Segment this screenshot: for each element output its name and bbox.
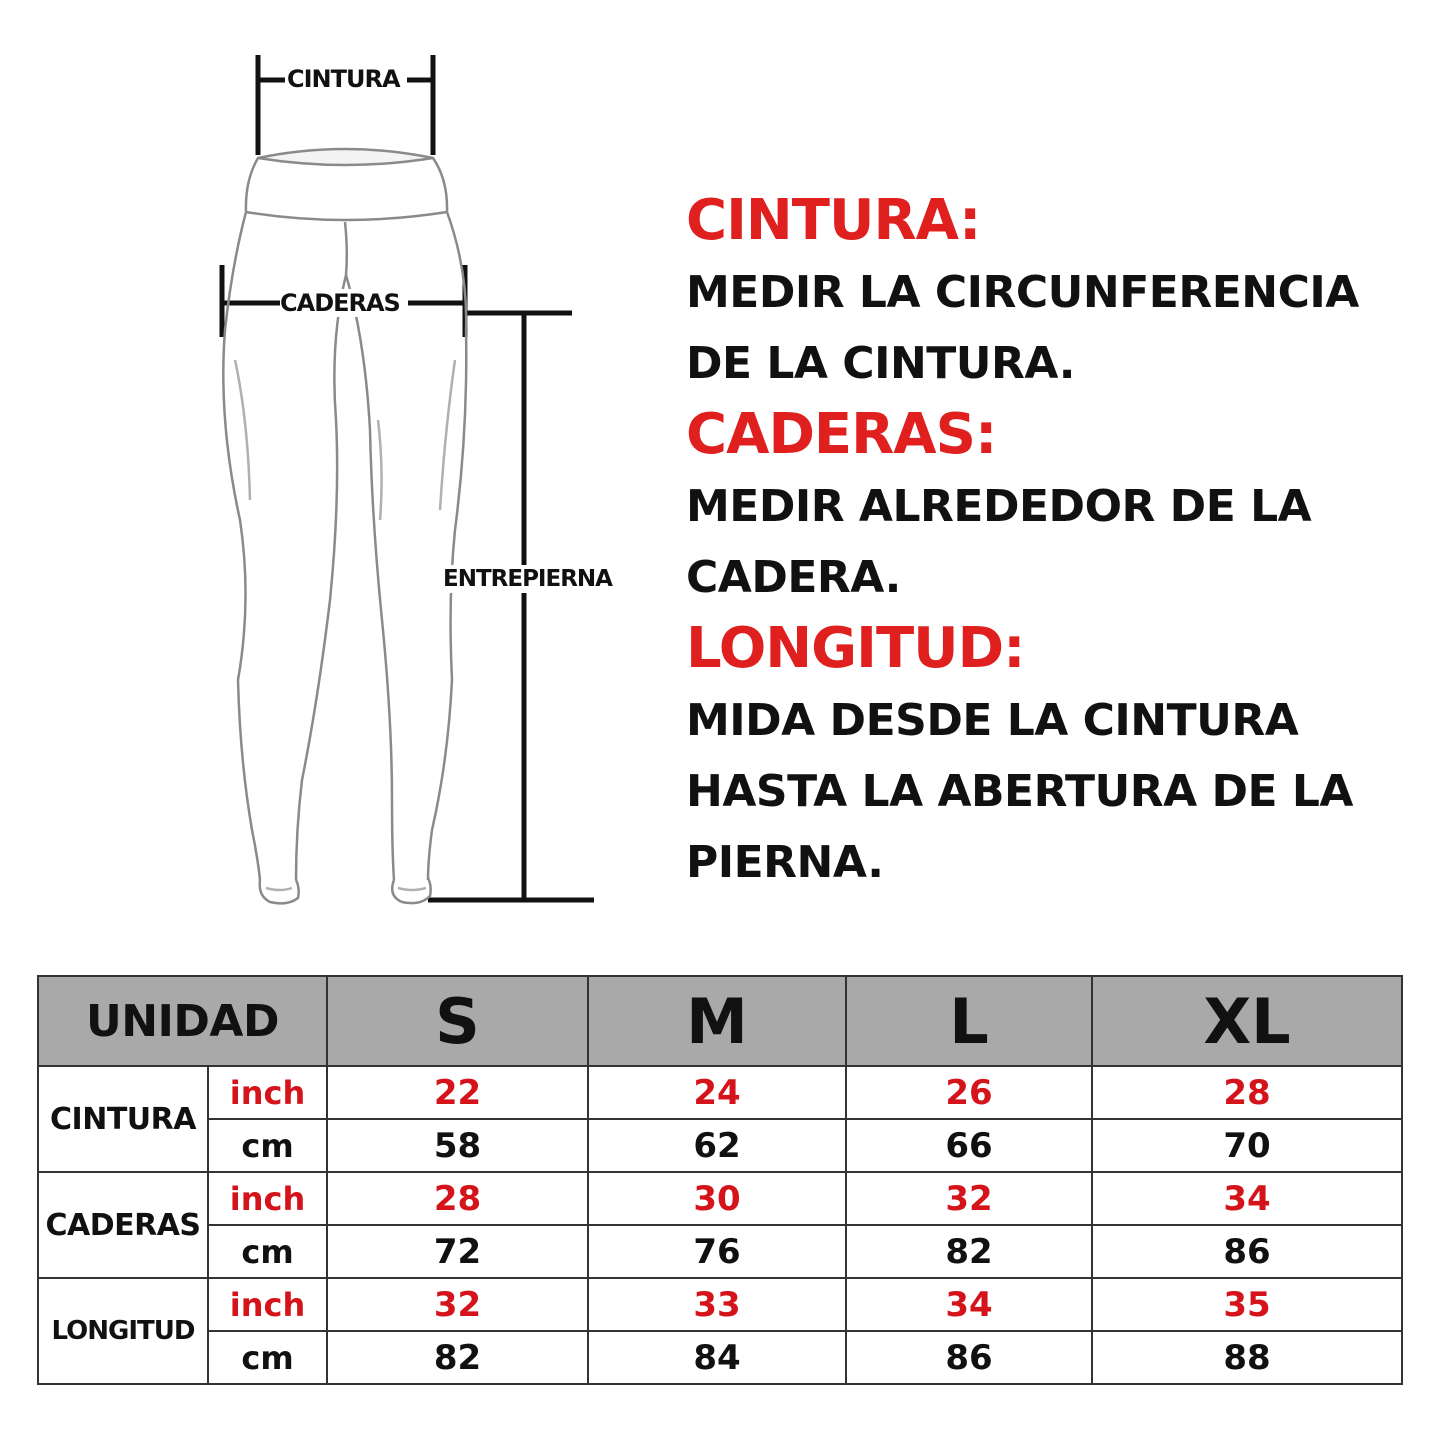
value-cell: 22 (327, 1066, 588, 1119)
value-cell: 58 (327, 1119, 588, 1172)
value-cell: 32 (846, 1172, 1092, 1225)
value-cell: 34 (846, 1278, 1092, 1331)
measure-name-hips: CADERAS (38, 1172, 208, 1278)
length-instruction-line: MIDA DESDE LA CINTURA (686, 695, 1299, 746)
size-header-m: M (588, 976, 846, 1066)
leggings-illustration (0, 0, 680, 930)
length-instruction-line: HASTA LA ABERTURA DE LA (686, 766, 1353, 817)
waist-heading: CINTURA: (686, 188, 981, 253)
value-cell: 26 (846, 1066, 1092, 1119)
value-cell: 82 (846, 1225, 1092, 1278)
unit-inch: inch (208, 1278, 327, 1331)
table-row (38, 1119, 1402, 1172)
value-cell: 84 (588, 1331, 846, 1384)
measure-name-length: LONGITUD (38, 1278, 208, 1384)
leggings-outline (223, 149, 466, 903)
length-heading: LONGITUD: (686, 616, 1025, 681)
waist-label: CINTURA (287, 65, 400, 93)
unit-header: UNIDAD (38, 976, 327, 1066)
value-cell: 82 (327, 1331, 588, 1384)
value-cell: 70 (1092, 1119, 1402, 1172)
size-header-xl: XL (1092, 976, 1402, 1066)
value-cell: 88 (1092, 1331, 1402, 1384)
value-cell: 86 (1092, 1225, 1402, 1278)
unit-cm: cm (208, 1119, 327, 1172)
value-cell: 35 (1092, 1278, 1402, 1331)
table-row (38, 1172, 1402, 1225)
table-row (38, 1331, 1402, 1384)
value-cell: 86 (846, 1331, 1092, 1384)
leggings-diagram (0, 0, 680, 930)
table-row (38, 1066, 1402, 1119)
hips-instruction-line: MEDIR ALREDEDOR DE LA (686, 481, 1312, 532)
value-cell: 34 (1092, 1172, 1402, 1225)
value-cell: 30 (588, 1172, 846, 1225)
hips-heading: CADERAS: (686, 402, 997, 467)
value-cell: 62 (588, 1119, 846, 1172)
value-cell: 24 (588, 1066, 846, 1119)
waist-instruction-line: DE LA CINTURA. (686, 338, 1075, 389)
unit-inch: inch (208, 1066, 327, 1119)
measure-name-waist: CINTURA (38, 1066, 208, 1172)
value-cell: 28 (1092, 1066, 1402, 1119)
value-cell: 33 (588, 1278, 846, 1331)
hips-label: CADERAS (280, 289, 400, 317)
length-instruction-line: PIERNA. (686, 837, 884, 888)
inseam-measure-line (428, 313, 594, 900)
unit-inch: inch (208, 1172, 327, 1225)
value-cell: 76 (588, 1225, 846, 1278)
hips-instruction-line: CADERA. (686, 552, 901, 603)
size-header-l: L (846, 976, 1092, 1066)
size-chart-table (37, 975, 1403, 1385)
measurement-instructions (686, 185, 1436, 898)
unit-cm: cm (208, 1331, 327, 1384)
value-cell: 72 (327, 1225, 588, 1278)
table-row (38, 1278, 1402, 1331)
table-header-row (38, 976, 1402, 1066)
inseam-label: ENTREPIERNA (443, 566, 612, 592)
unit-cm: cm (208, 1225, 327, 1278)
value-cell: 32 (327, 1278, 588, 1331)
table-row (38, 1225, 1402, 1278)
value-cell: 66 (846, 1119, 1092, 1172)
waist-instruction-line: MEDIR LA CIRCUNFERENCIA (686, 267, 1359, 318)
value-cell: 28 (327, 1172, 588, 1225)
size-header-s: S (327, 976, 588, 1066)
